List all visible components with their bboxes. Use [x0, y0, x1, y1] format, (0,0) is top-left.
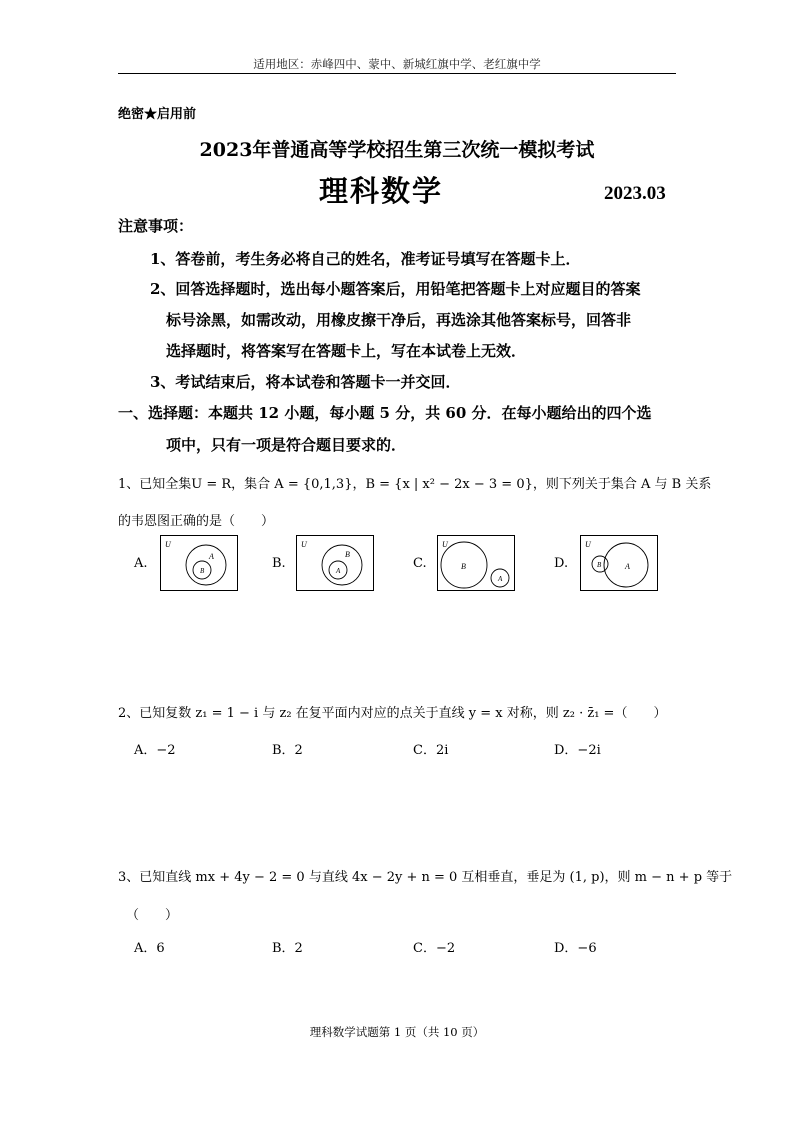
- q1-option-c-label: C.: [413, 556, 427, 571]
- q3-stem-cont: （ ）: [126, 908, 179, 923]
- note-item-2-cont: 标号涂黑，如需改动，用橡皮擦干净后，再选涂其他答案标号，回答非: [166, 311, 632, 329]
- svg-text:A: A: [209, 552, 214, 561]
- exam-date: 2023.03: [604, 183, 666, 204]
- header-rule: [118, 73, 676, 74]
- note-item-1: 1、答卷前，考生务必将自己的姓名，准考证号填写在答题卡上．: [150, 250, 581, 268]
- section-heading-cont: 项中，只有一项是符合题目要求的．: [166, 436, 407, 454]
- q3-option-c: C．−2: [413, 941, 456, 956]
- svg-text:A: A: [498, 575, 503, 583]
- note-item-2-cont2: 选择题时，将答案写在答题卡上，写在本试卷上无效．: [166, 342, 527, 360]
- svg-text:A: A: [625, 562, 630, 571]
- svg-text:U: U: [165, 540, 171, 549]
- secret-label: 绝密★启用前: [118, 107, 197, 122]
- header-regions: 适用地区：赤峰四中、蒙中、新城红旗中学、老红旗中学: [253, 57, 541, 71]
- svg-text:B: B: [461, 562, 466, 571]
- svg-text:A: A: [336, 567, 341, 575]
- svg-text:B: B: [200, 567, 205, 575]
- q1-venn-a: [160, 535, 238, 591]
- q1-stem: 1、已知全集U = R，集合 A = {0,1,3}，B = {x | x² − 2x − 3 = 0}，则下列关于集合 A 与 B 关系: [118, 477, 712, 492]
- exam-title: 2023年普通高等学校招生第三次统一模拟考试: [199, 139, 595, 161]
- subject-title: 理科数学: [318, 174, 443, 208]
- q1-venn-d: [580, 535, 658, 591]
- q2-option-b: B．2: [272, 743, 303, 758]
- q3-stem: 3、已知直线 mx + 4y − 2 = 0 与直线 4x − 2y + n = 0 互相垂直，垂足为 (1, p)，则 m − n + p 等于: [118, 870, 733, 885]
- page-footer: 理科数学试题第 1 页（共 10 页）: [309, 1025, 485, 1039]
- q1-stem-cont: 的韦恩图正确的是（ ）: [118, 514, 275, 529]
- svg-text:U: U: [301, 540, 307, 549]
- svg-text:U: U: [585, 540, 591, 549]
- q3-option-d: D．−6: [554, 941, 597, 956]
- section-heading: 一、选择题：本题共 12 小题，每小题 5 分，共 60 分．在每小题给出的四个选: [118, 404, 652, 422]
- q1-venn-c: [437, 535, 515, 591]
- note-item-2: 2、回答选择题时，选出每小题答案后，用铅笔把答题卡上对应题目的答案: [150, 280, 641, 298]
- q2-stem: 2、已知复数 z₁ = 1 − i 与 z₂ 在复平面内对应的点关于直线 y = x 对称，则 z₂ · z̄₁ =（ ）: [118, 706, 667, 721]
- svg-text:U: U: [442, 540, 448, 549]
- note-item-3: 3、考试结束后，将本试卷和答题卡一并交回．: [150, 373, 461, 391]
- q2-option-d: D．−2i: [554, 743, 601, 758]
- q1-venn-b: [296, 535, 374, 591]
- q2-option-c: C．2i: [413, 743, 449, 758]
- svg-text:B: B: [597, 561, 602, 569]
- q3-option-b: B．2: [272, 941, 303, 956]
- q3-option-a: A．6: [134, 941, 165, 956]
- svg-text:B: B: [345, 550, 350, 559]
- q1-option-d-label: D.: [554, 556, 569, 571]
- notes-title: 注意事项：: [118, 217, 194, 235]
- q1-option-a-label: A.: [134, 556, 148, 571]
- q2-option-a: A．−2: [134, 743, 176, 758]
- q1-option-b-label: B.: [272, 556, 286, 571]
